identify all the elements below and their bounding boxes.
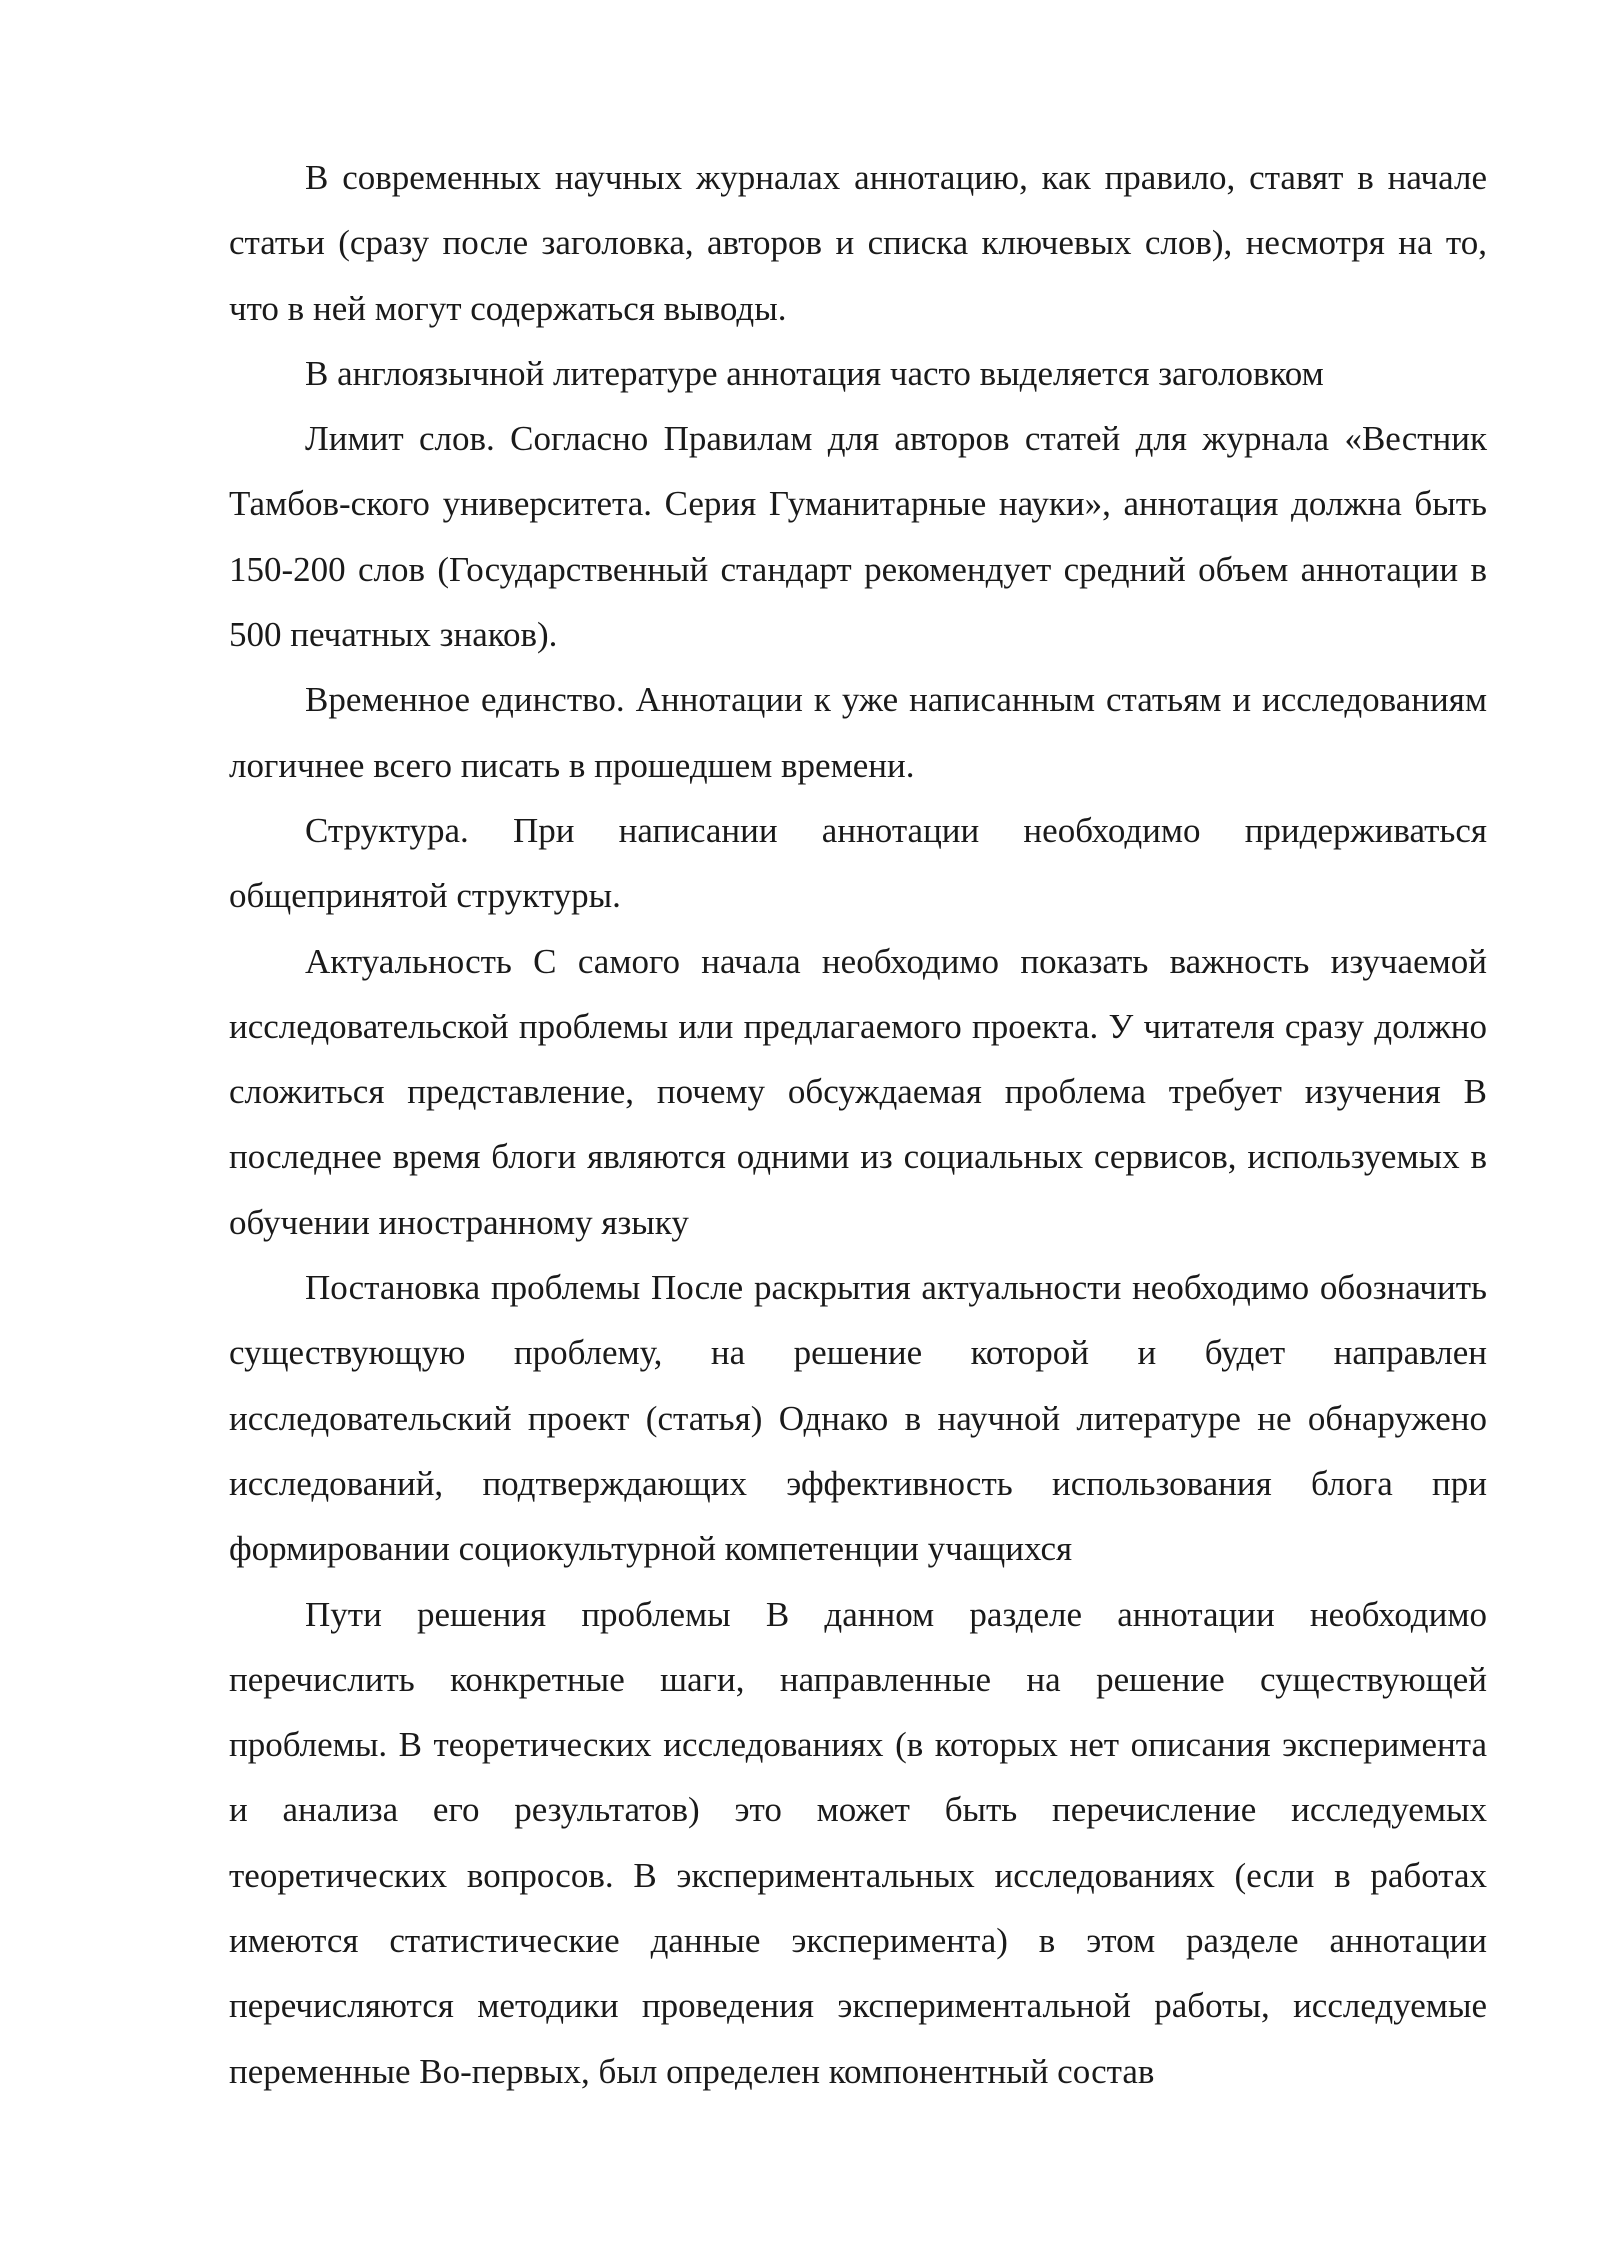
paragraph: Структура. При написании аннотации необходимо придерживаться общепринятой структуры.: [229, 810, 1487, 916]
paragraph: Пути решения проблемы В данном разделе аннотации необходимо перечислить конкретные шаги, направленные на решение существующей проблемы. В теоретических исследованиях (в которых нет описания эксперимента и анализа его результатов) это может быть перечисление исследуемых теоретических вопросов. В экспериментальных исследованиях (если в работах имеются статистические данные эксперимента) в этом разделе аннотации перечисляются методики проведения экспериментальной работы, исследуемые переменные Во-первых, был определен компонентный состав: [229, 1594, 1487, 2091]
paragraph: Временное единство. Аннотации к уже написанным статьям и исследованиям логичнее всего писать в прошедшем времени.: [229, 680, 1487, 785]
paragraph: В англоязычной литературе аннотация часто выделяется заголовком: [305, 353, 1324, 393]
paragraph: Лимит слов. Согласно Правилам для авторов статей для журнала «Вестник Тамбов-ского университета. Серия Гуманитарные науки», аннотация должна быть 150-200 слов (Государственный стандарт рекомендует средний объем аннотации в 500 печатных знаков).: [229, 419, 1487, 655]
paragraph: В современных научных журналах аннотацию, как правило, ставят в начале статьи (сразу после заголовка, авторов и списка ключевых слов), несмотря на то, что в ней могут содержаться выводы.: [229, 158, 1487, 328]
paragraph: Актуальность С самого начала необходимо показать важность изучаемой исследовательской проблемы или предлагаемого проекта. У читателя сразу должно сложиться представление, почему обсуждаемая проблема требует изучения В последнее время блоги являются одними из социальных сервисов, используемых в обучении иностранному языку: [229, 941, 1487, 1242]
document-body: [229, 145, 1487, 2104]
paragraph: Постановка проблемы После раскрытия актуальности необходимо обозначить существующую проблему, на решение которой и будет направлен исследовательский проект (статья) Однако в научной литературе не обнаружено исследований, подтверждающих эффективность использования блога при формировании социокультурной компетенции учащихся: [229, 1268, 1487, 1569]
